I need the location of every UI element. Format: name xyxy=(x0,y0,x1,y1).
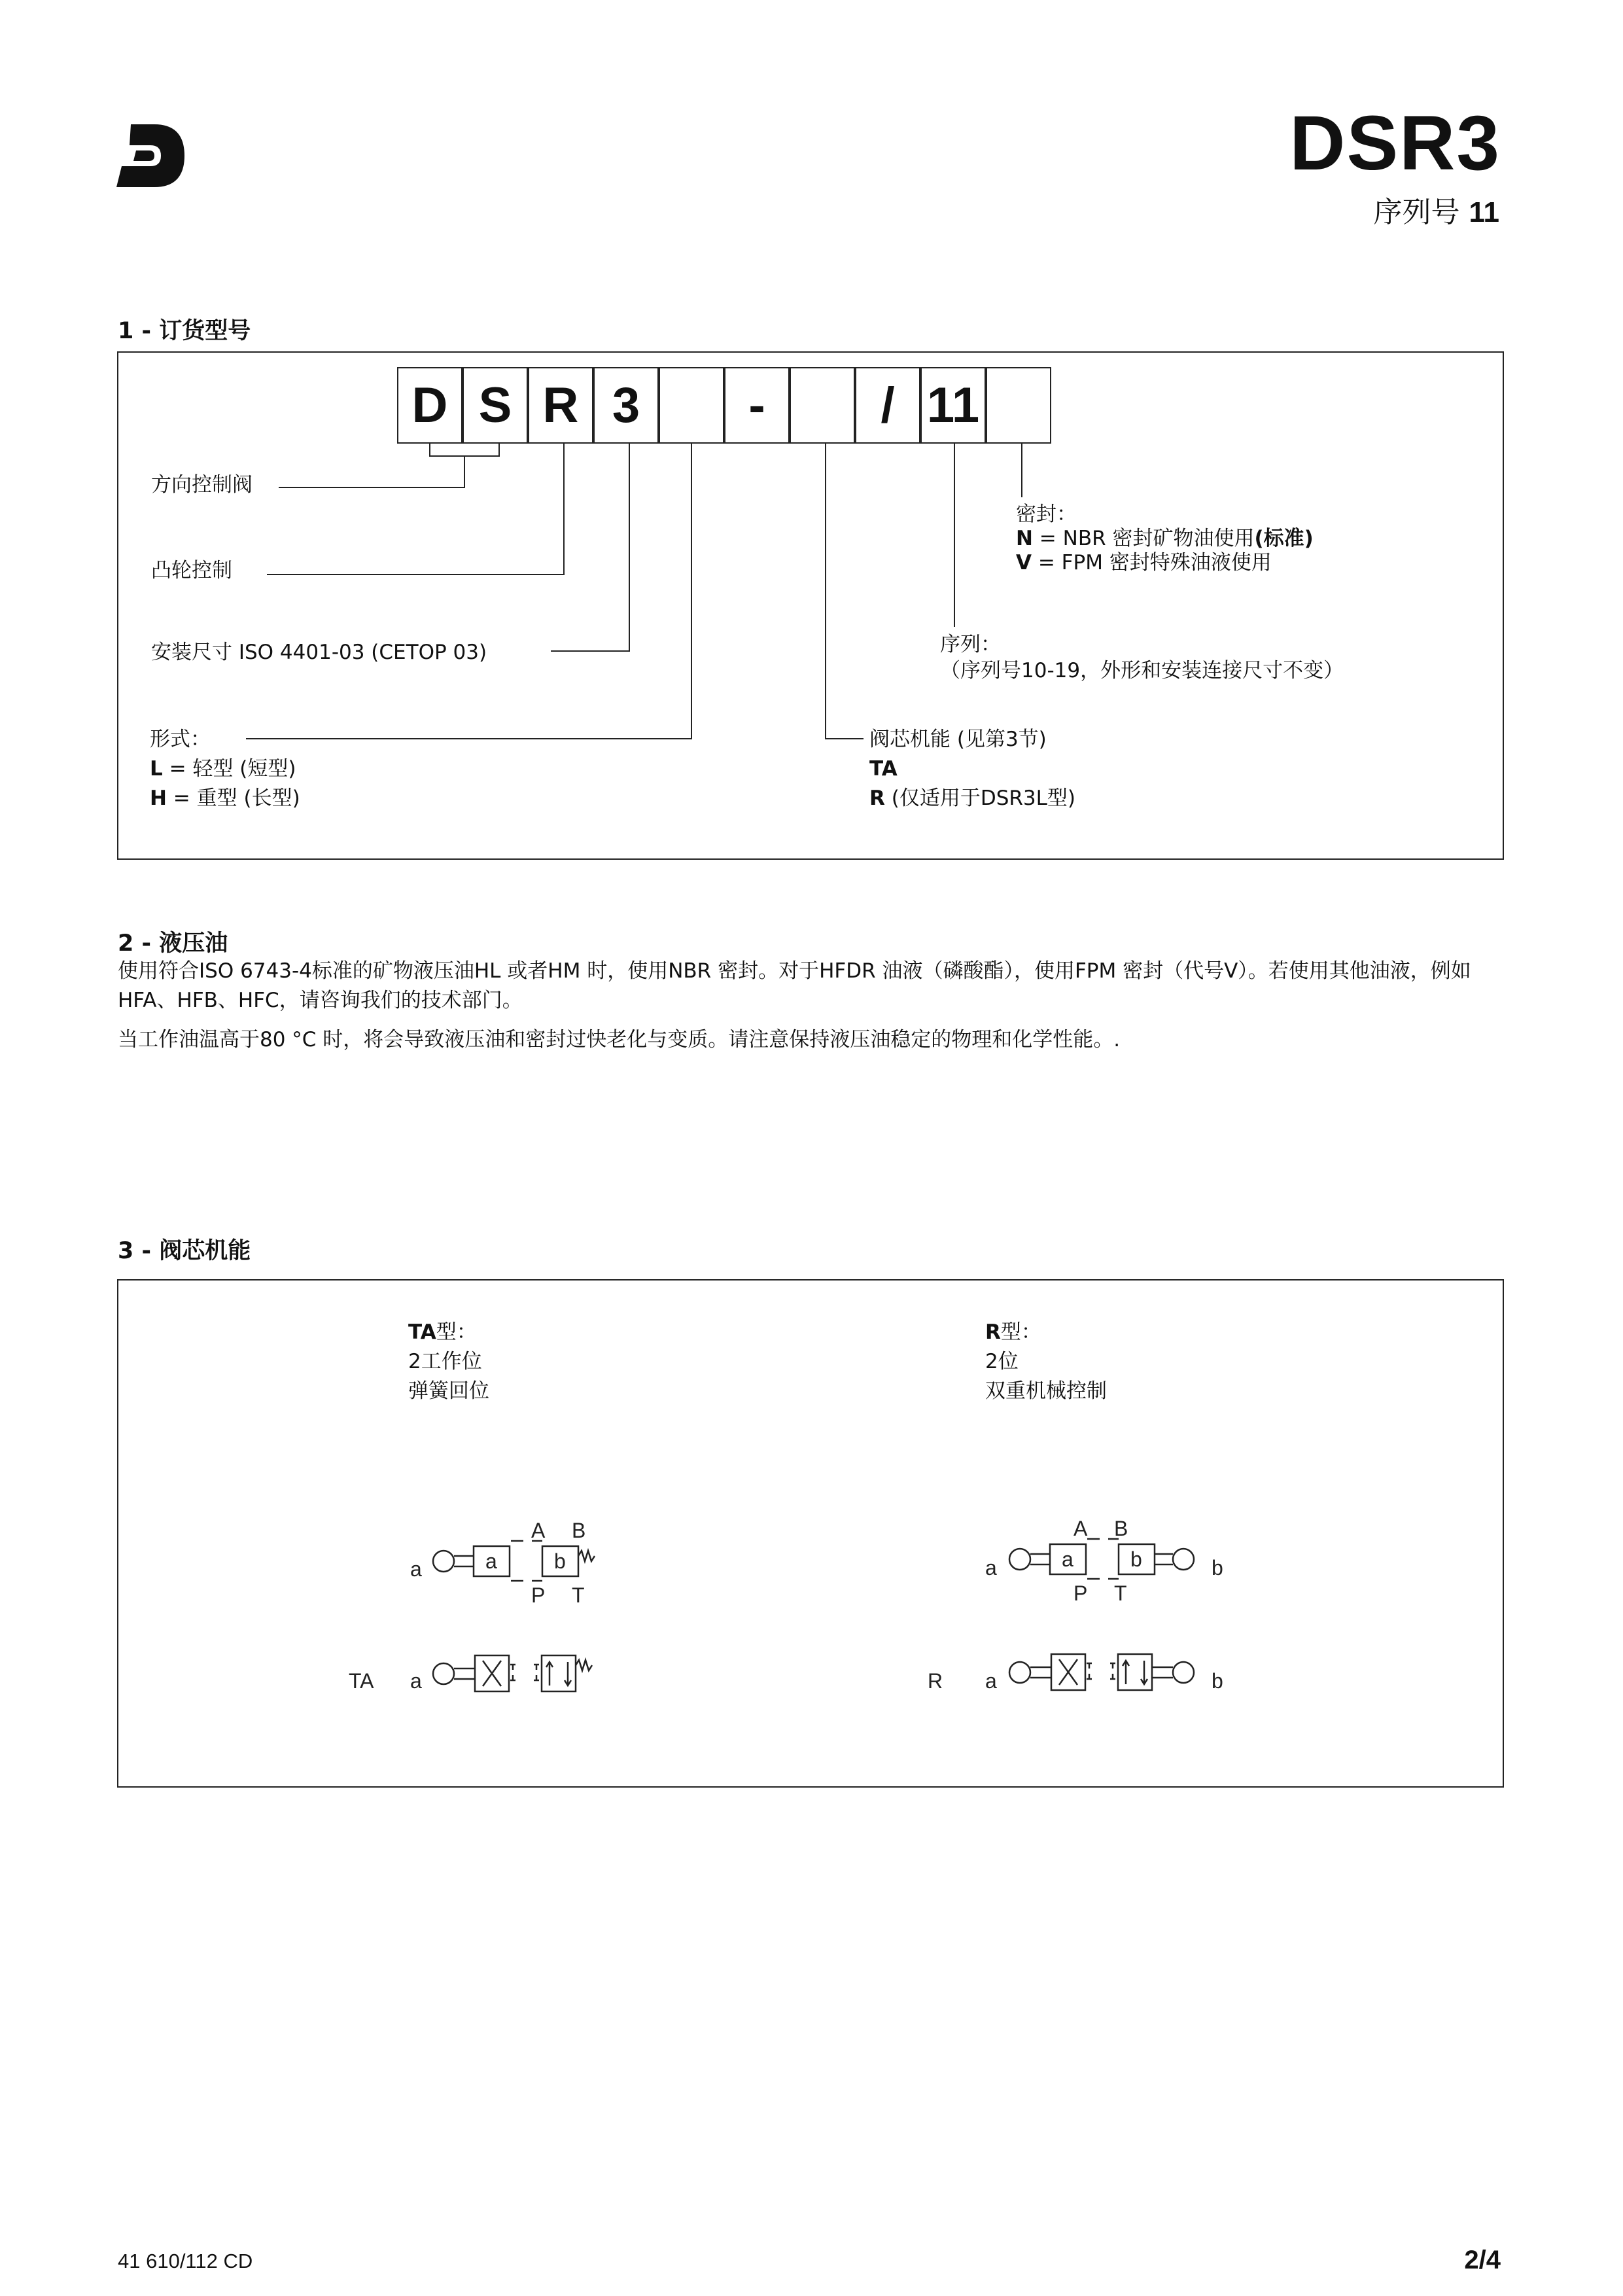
ta-type-key: TA xyxy=(408,1320,436,1344)
spool-r-value: (仅适用于DSR3L型) xyxy=(884,786,1075,810)
ta-return: 弹簧回位 xyxy=(408,1379,489,1403)
r-simple-symbol xyxy=(1009,1539,1194,1579)
form-h-key: H xyxy=(150,786,167,810)
document-number: 41 610/112 CD xyxy=(118,2250,253,2272)
r-type-suffix: 型： xyxy=(1000,1320,1041,1344)
ta-port-T: T xyxy=(572,1583,585,1607)
r-type-key: R xyxy=(985,1320,1001,1344)
ta-simple-symbol xyxy=(433,1541,595,1581)
ta-simple-box-a: a xyxy=(485,1549,497,1573)
section2-title: 2 - 液压油 xyxy=(118,930,228,957)
section1-title: 1 - 订货型号 xyxy=(118,318,251,344)
r-port-B: B xyxy=(1114,1517,1128,1540)
ta-simple-box-b: b xyxy=(554,1549,566,1573)
page-number: 2/4 xyxy=(1464,2246,1501,2274)
series-prefix: 序列号 xyxy=(1373,196,1460,229)
code-cell-3: R xyxy=(528,367,593,444)
ta-detailed-label-a: a xyxy=(410,1669,422,1693)
seal-n-key: N xyxy=(1016,527,1033,550)
r-detailed-symbol xyxy=(1009,1654,1194,1690)
r-detailed-label-b: b xyxy=(1212,1669,1223,1693)
r-simple-label-b: b xyxy=(1212,1556,1223,1580)
r-positions: 2位 xyxy=(985,1350,1019,1373)
ta-code-label: TA xyxy=(349,1669,374,1693)
seal-n-value: = NBR 密封矿物油使用 xyxy=(1032,527,1255,550)
series-number: 11 xyxy=(1469,196,1499,228)
ta-port-P: P xyxy=(531,1583,546,1607)
code-cell-8: / xyxy=(855,367,920,444)
r-port-A: A xyxy=(1073,1517,1088,1540)
section3-title: 3 - 阀芯机能 xyxy=(118,1238,251,1264)
seal-v-key: V xyxy=(1016,551,1032,574)
ta-type-suffix: 型： xyxy=(436,1320,477,1344)
ta-port-A: A xyxy=(531,1519,546,1542)
model-title: DSR3 xyxy=(1289,100,1501,186)
code-cell-9: 11 xyxy=(920,367,986,444)
ta-detailed-symbol xyxy=(433,1655,592,1691)
r-control: 双重机械控制 xyxy=(985,1379,1107,1403)
code-cell-2: S xyxy=(462,367,528,444)
ta-port-B: B xyxy=(572,1519,586,1542)
r-code-label: R xyxy=(928,1669,943,1693)
r-simple-box-b: b xyxy=(1130,1547,1142,1571)
r-simple-label-a: a xyxy=(985,1556,997,1580)
code-cell-1: D xyxy=(397,367,462,444)
form-l-value: = 轻型 (短型) xyxy=(162,757,296,781)
label-mounting: 安装尺寸 ISO 4401-03 (CETOP 03) xyxy=(151,641,487,664)
spool-ta: TA xyxy=(869,757,898,781)
r-port-P: P xyxy=(1073,1581,1088,1605)
spool-title: 阀芯机能 (见第3节) xyxy=(869,728,1047,751)
form-l-key: L xyxy=(150,757,163,781)
label-directional-valve: 方向控制阀 xyxy=(151,473,253,497)
label-cam-control: 凸轮控制 xyxy=(151,559,232,582)
form-title: 形式： xyxy=(150,728,211,751)
r-detailed-label-a: a xyxy=(985,1669,997,1693)
seal-n-standard: (标准) xyxy=(1254,527,1314,550)
form-h-value: = 重型 (长型) xyxy=(166,786,300,810)
code-cell-6: - xyxy=(724,367,790,444)
series-info-desc: （序列号10-19，外形和安装连接尺寸不变） xyxy=(940,659,1344,682)
ta-simple-label-a: a xyxy=(410,1557,422,1581)
r-port-T: T xyxy=(1114,1581,1127,1605)
section2-paragraph-1: 使用符合ISO 6743-4标准的矿物液压油HL 或者HM 时，使用NBR 密封。对于HFDR 油液（磷酸酯），使用FPM 密封（代号V）。若使用其他油液，例如HFA、HFB、HFC，请咨询我们的技术部门。 xyxy=(118,959,1471,1012)
r-simple-box-a: a xyxy=(1062,1547,1073,1571)
series-info-title: 序列： xyxy=(940,633,1001,656)
seal-title: 密封： xyxy=(1016,503,1077,526)
ta-positions: 2工作位 xyxy=(408,1350,482,1373)
code-cell-4: 3 xyxy=(593,367,659,444)
seal-v-value: = FPM 密封特殊油液使用 xyxy=(1032,551,1272,574)
section2-paragraph-2: 当工作油温高于80 °C 时，将会导致液压油和密封过快老化与变质。请注意保持液压油稳定的物理和化学性能。. xyxy=(118,1028,1121,1051)
spool-r-key: R xyxy=(869,786,885,810)
